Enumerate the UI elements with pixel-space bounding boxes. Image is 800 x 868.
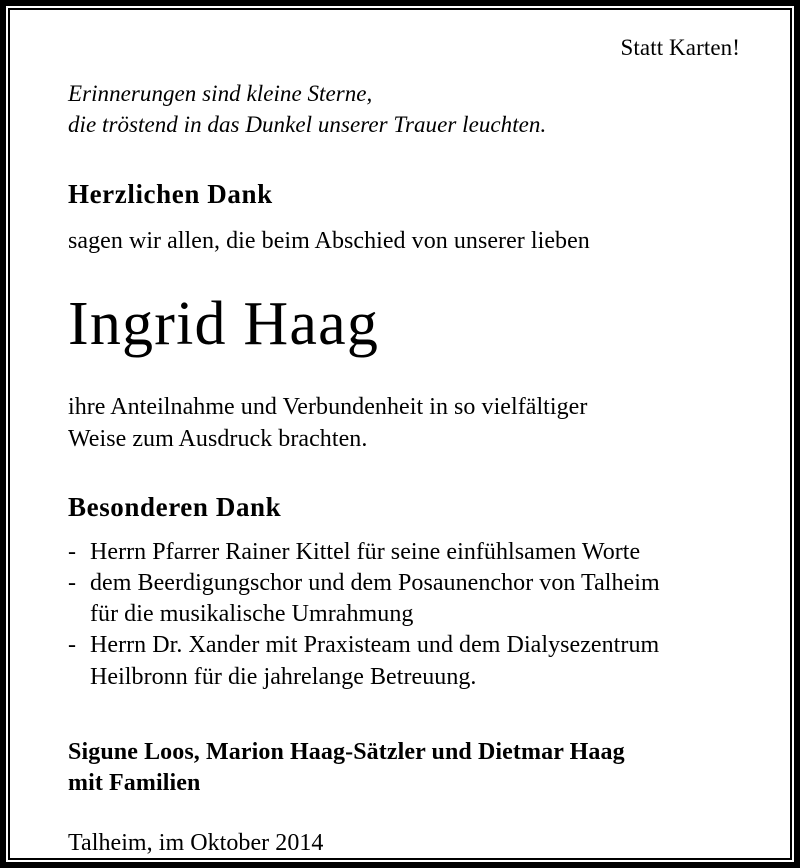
dash-bullet-icon: - — [68, 538, 77, 565]
dash-bullet-icon: - — [68, 632, 77, 659]
obituary-notice-inner-rule — [8, 8, 792, 860]
signature-block — [68, 737, 740, 799]
place-and-date: Talheim, im Oktober 2014 — [68, 830, 324, 857]
obituary-notice-content — [10, 10, 790, 858]
list-item — [68, 630, 740, 692]
list-item-line-2: Heilbronn für die jahrelange Betreuung. — [90, 663, 477, 690]
closing-paragraph-line-2: Weise zum Ausdruck brachten. — [68, 425, 368, 452]
memorial-verse — [68, 79, 740, 140]
list-item — [68, 537, 740, 568]
intro-paragraph — [68, 226, 740, 258]
list-item-line-1: dem Beerdigungschor und dem Posaunenchor von Talheim — [90, 570, 660, 597]
signature-line-2: mit Familien — [68, 770, 201, 796]
dash-bullet-icon: - — [68, 570, 77, 597]
deceased-name: Ingrid Haag — [68, 289, 380, 358]
memorial-verse-line-2: die tröstend in das Dunkel unserer Trauer leuchten. — [68, 111, 547, 137]
statt-karten-kicker: Statt Karten! — [620, 35, 740, 60]
closing-paragraph — [68, 392, 740, 456]
intro-paragraph-line-1: sagen wir allen, die beim Abschied von unserer lieben — [68, 227, 590, 254]
memorial-verse-line-1: Erinnerungen sind kleine Sterne, — [68, 81, 373, 107]
heading-besonderen-dank: Besonderen Dank — [68, 492, 282, 523]
list-item — [68, 568, 740, 630]
list-item-line-1: Herrn Pfarrer Rainer Kittel für seine einfühlsamen Worte — [90, 538, 641, 565]
list-item-line-2: für die musikalische Umrahmung — [90, 601, 414, 628]
special-thanks-list — [68, 537, 740, 693]
list-item-line-1: Herrn Dr. Xander mit Praxisteam und dem Dialysezentrum — [90, 632, 660, 659]
heading-herzlichen-dank: Herzlichen Dank — [68, 179, 273, 210]
closing-paragraph-line-1: ihre Anteilnahme und Verbundenheit in so vielfältiger — [68, 393, 588, 420]
signature-line-1: Sigune Loos, Marion Haag-Sätzler und Dietmar Haag — [68, 738, 625, 765]
